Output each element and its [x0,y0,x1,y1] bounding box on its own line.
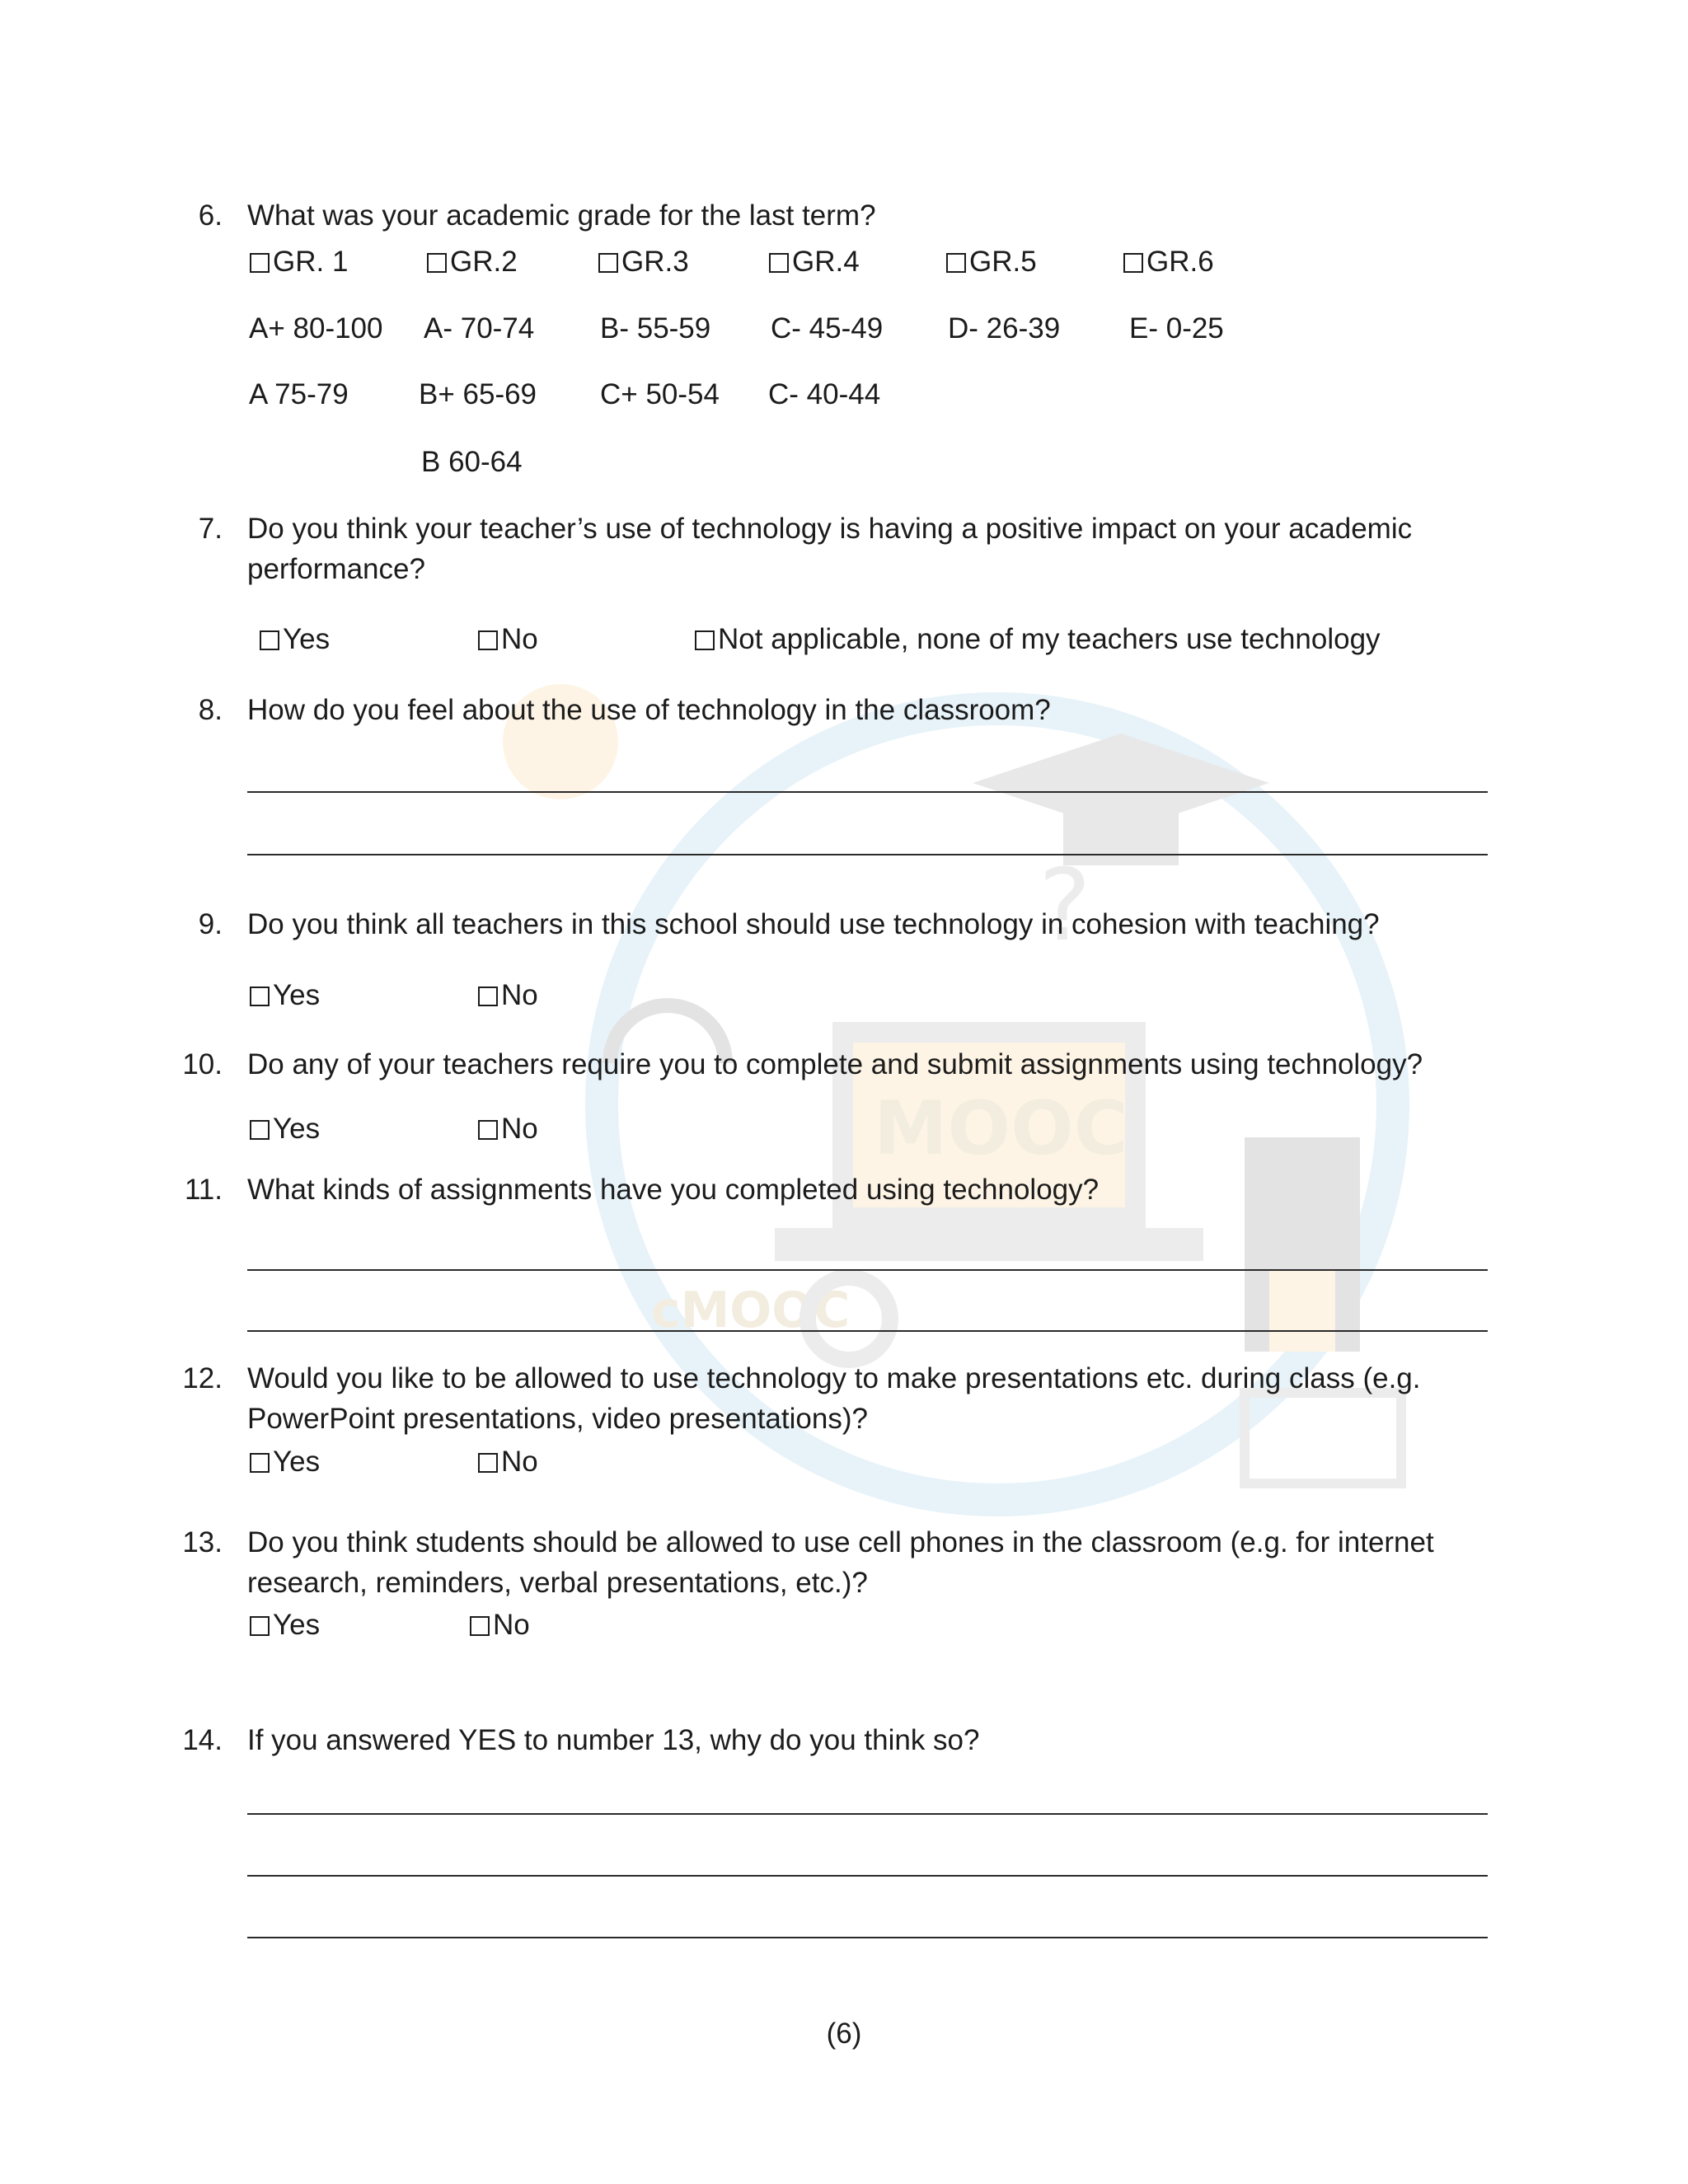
q11-answer-line[interactable] [247,1330,1488,1332]
q9-option-yes[interactable] [250,977,320,1014]
q6-option-gr2[interactable] [427,244,518,280]
grade-scale-item: A- 70-74 [424,312,535,344]
grade-scale-item: B+ 65-69 [419,378,537,410]
checkbox[interactable] [946,253,966,273]
option-label: Yes [273,1446,321,1478]
option-label: Yes [273,1113,321,1145]
checkbox[interactable] [260,630,279,650]
checkbox[interactable] [250,1120,270,1140]
grade-scale-item: E- 0-25 [1129,312,1224,344]
q12-option-no[interactable] [478,1444,538,1480]
option-label: GR.5 [969,246,1037,278]
grade-scale-item: D- 26-39 [948,312,1061,344]
q8-answer-line[interactable] [247,791,1488,793]
checkbox[interactable] [478,987,498,1006]
grade-scale-item: C- 40-44 [768,378,881,410]
q11-text: What kinds of assignments have you completed using technology? [247,1174,1100,1206]
option-label: GR.3 [621,246,689,278]
option-label: No [493,1609,530,1641]
option-label: GR.6 [1146,246,1214,278]
q6-text: What was your academic grade for the last term? [247,199,876,232]
option-label: No [501,1113,538,1145]
q12-number: 12. [182,1362,223,1394]
checkbox[interactable] [695,630,715,650]
watermark-label-mooc: MOOC [874,1085,1128,1172]
q12-text-line2: PowerPoint presentations, video presentations)? [247,1403,868,1435]
q10-text: Do any of your teachers require you to complete and submit assignments using technology? [247,1048,1423,1080]
option-label: Yes [273,979,321,1011]
q10-number: 10. [182,1048,223,1080]
q14-answer-line[interactable] [247,1813,1488,1815]
q6-option-gr5[interactable] [946,244,1037,280]
watermark-label-cmooc: cMOOC [651,1282,851,1339]
q6-option-gr1[interactable] [250,244,348,280]
grade-scale-item: B 60-64 [421,446,523,478]
q9-text: Do you think all teachers in this school should use technology in cohesion with teaching? [247,908,1380,940]
q12-text-line1: Would you like to be allowed to use technology to make presentations etc. during class (e.g. [247,1362,1421,1394]
checkbox[interactable] [250,253,270,273]
q10-option-no[interactable] [478,1111,538,1147]
q13-number: 13. [182,1526,223,1558]
checkbox[interactable] [478,1120,498,1140]
q10-option-yes[interactable] [250,1111,320,1147]
q13-option-yes[interactable] [250,1607,320,1643]
checkbox[interactable] [250,1453,270,1473]
q7-option-no[interactable] [478,621,538,658]
q7-number: 7. [198,513,223,545]
q6-number: 6. [198,199,223,232]
option-label: Yes [273,1609,321,1641]
checkbox[interactable] [478,630,498,650]
q8-text: How do you feel about the use of technology in the classroom? [247,694,1051,726]
option-label: GR. 1 [273,246,349,278]
q7-option-not-applicable[interactable] [695,621,1381,658]
page-number: (6) [826,2018,862,2050]
q8-answer-line[interactable] [247,854,1488,855]
q7-text-line1: Do you think your teacher’s use of technology is having a positive impact on your academic [247,513,1413,545]
q14-answer-line[interactable] [247,1875,1488,1877]
checkbox[interactable] [598,253,618,273]
q12-option-yes[interactable] [250,1444,320,1480]
q9-number: 9. [198,908,223,940]
option-label: GR.4 [792,246,860,278]
checkbox[interactable] [470,1616,490,1636]
q6-option-gr3[interactable] [598,244,689,280]
q6-option-gr4[interactable] [769,244,860,280]
option-label: Not applicable, none of my teachers use technology [718,623,1381,655]
q13-text-line2: research, reminders, verbal presentations, etc.)? [247,1567,868,1599]
q6-option-gr6[interactable] [1123,244,1214,280]
grade-scale-item: B- 55-59 [600,312,711,344]
q8-number: 8. [198,694,223,726]
checkbox[interactable] [250,1616,270,1636]
q7-text-line2: performance? [247,553,425,585]
q14-number: 14. [182,1724,223,1756]
checkbox[interactable] [1123,253,1143,273]
checkbox[interactable] [427,253,447,273]
grade-scale-item: A 75-79 [249,378,349,410]
grade-scale-item: C- 45-49 [771,312,884,344]
q14-text: If you answered YES to number 13, why do you think so? [247,1724,980,1756]
option-label: No [501,979,538,1011]
q13-text-line1: Do you think students should be allowed to use cell phones in the classroom (e.g. for internet [247,1526,1434,1558]
q11-number: 11. [184,1174,223,1206]
q9-option-no[interactable] [478,977,538,1014]
q7-option-yes[interactable] [260,621,330,658]
option-label: GR.2 [450,246,518,278]
option-label: No [501,623,538,655]
option-label: Yes [283,623,331,655]
svg-text:?: ? [1039,849,1091,963]
checkbox[interactable] [769,253,789,273]
checkbox[interactable] [478,1453,498,1473]
grade-scale-item: A+ 80-100 [249,312,383,344]
q14-answer-line[interactable] [247,1937,1488,1938]
option-label: No [501,1446,538,1478]
q13-option-no[interactable] [470,1607,530,1643]
grade-scale-item: C+ 50-54 [600,378,720,410]
q11-answer-line[interactable] [247,1269,1488,1271]
checkbox[interactable] [250,987,270,1006]
